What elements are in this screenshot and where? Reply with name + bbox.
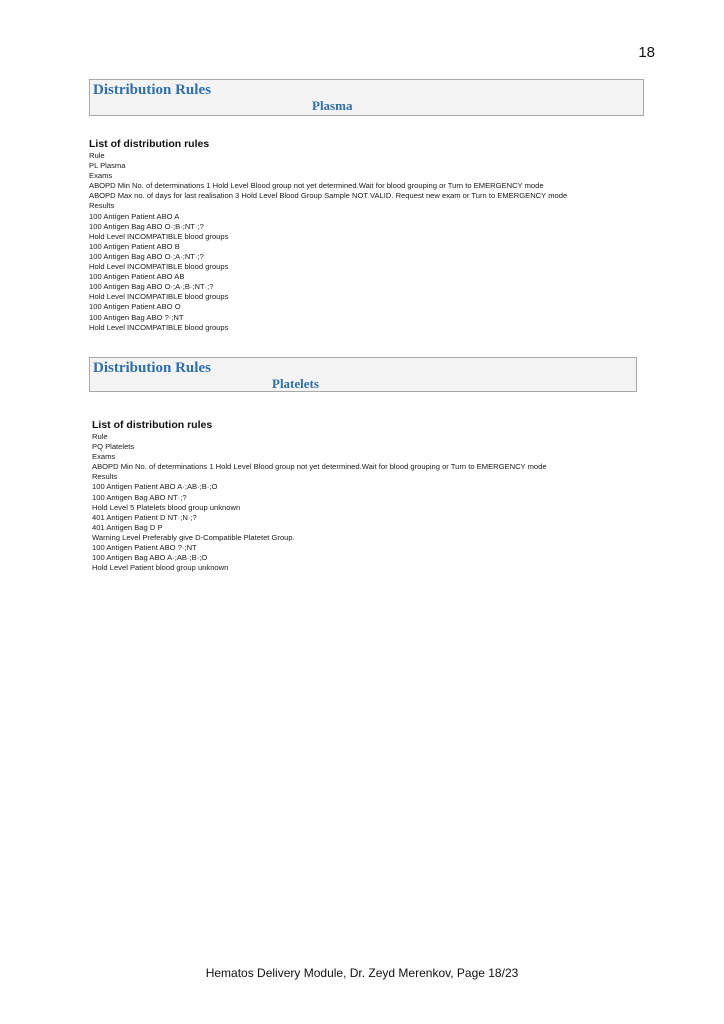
plasma-rule-line: Hold Level INCOMPATIBLE blood groups [89, 322, 229, 332]
platelets-rule-line: 100 Antigen Bag ABO NT·;? [92, 492, 187, 502]
plasma-rule-line: ABOPD Min No. of determinations 1 Hold Level Blood group not yet determined.Wait for blood grouping or Turn to EMERGENCY mode [89, 181, 544, 191]
plasma-rule-line: Hold Level INCOMPATIBLE blood groups [89, 262, 229, 272]
page-number: 18 [638, 44, 655, 61]
platelets-rule-line: 100 Antigen Bag ABO A·;AB·;B·;O [92, 553, 208, 563]
platelets-rule-line: 100 Antigen Patient ABO ?·;NT [92, 543, 197, 553]
platelets-header-panel [89, 357, 637, 392]
plasma-panel-subtitle: Plasma [312, 98, 353, 113]
platelets-rules-list [92, 419, 672, 573]
platelets-rule-line: Hold Level 5 Platelets blood group unknown [92, 502, 241, 512]
platelets-rule-line: Results [92, 472, 118, 482]
platelets-rule-line: Rule [92, 432, 108, 441]
plasma-rule-line: 100 Antigen Patient ABO O [89, 302, 181, 312]
plasma-rule-line: 100 Antigen Patient ABO A [89, 211, 180, 221]
plasma-rule-line: 100 Antigen Bag ABO O·;A·;NT·;? [89, 251, 204, 261]
plasma-header-panel [89, 79, 644, 116]
plasma-panel-title: Distribution Rules [93, 82, 211, 98]
plasma-rule-line: 100 Antigen Patient ABO B [89, 241, 180, 251]
plasma-rule-line: Hold Level INCOMPATIBLE blood groups [89, 292, 229, 302]
platelets-rule-line: 401 Antigen Bag D P [92, 522, 163, 532]
plasma-rule-line: Rule [89, 151, 105, 160]
plasma-rules-heading: List of distribution rules [89, 138, 210, 150]
plasma-rules-list [89, 138, 669, 333]
plasma-rule-line: Results [89, 201, 115, 211]
platelets-rules-heading: List of distribution rules [92, 419, 213, 431]
platelets-rule-line: 401 Antigen Patient D NT·;N·;? [92, 512, 197, 522]
plasma-rule-line: Exams [89, 171, 113, 181]
plasma-rule-lines [89, 151, 669, 333]
plasma-rule-line: Hold Level INCOMPATIBLE blood groups [89, 231, 229, 241]
plasma-rule-line: PL Plasma [89, 161, 126, 171]
platelets-panel-title: Distribution Rules [93, 360, 211, 376]
platelets-rule-line: Hold Level Patient blood group unknown [92, 563, 229, 573]
plasma-rule-line: 100 Antigen Bag ABO O·;A·;B·;NT·;? [89, 282, 214, 292]
plasma-rule-line: 100 Antigen Bag ABO O·;B·;NT·;? [89, 221, 204, 231]
plasma-rule-line: ABOPD Max no. of days for last realisation 3 Hold Level Blood Group Sample NOT VALID. Request new exam or Turn to EMERGENCY mode [89, 191, 568, 201]
platelets-rule-line: ABOPD Min No. of determinations 1 Hold Level Blood group not yet determined.Wait for blood grouping or Turn to EMERGENCY mode [92, 462, 547, 472]
platelets-rule-line: Exams [92, 452, 116, 462]
plasma-rule-line: 100 Antigen Patient ABO AB [89, 272, 185, 282]
page-footer: Hematos Delivery Module, Dr. Zeyd Merenkov, Page 18/23 [205, 966, 519, 980]
platelets-panel-subtitle: Platelets [272, 376, 319, 391]
platelets-rule-line: PQ Platelets [92, 442, 135, 452]
platelets-rule-line: Warning Level Preferably give D-Compatible Platetet Group. [92, 532, 295, 542]
platelets-rule-line: 100 Antigen Patient ABO A·;AB·;B·;O [92, 482, 218, 492]
plasma-rule-line: 100 Antigen Bag ABO ?·;NT [89, 312, 184, 322]
platelets-rule-lines [92, 432, 672, 573]
